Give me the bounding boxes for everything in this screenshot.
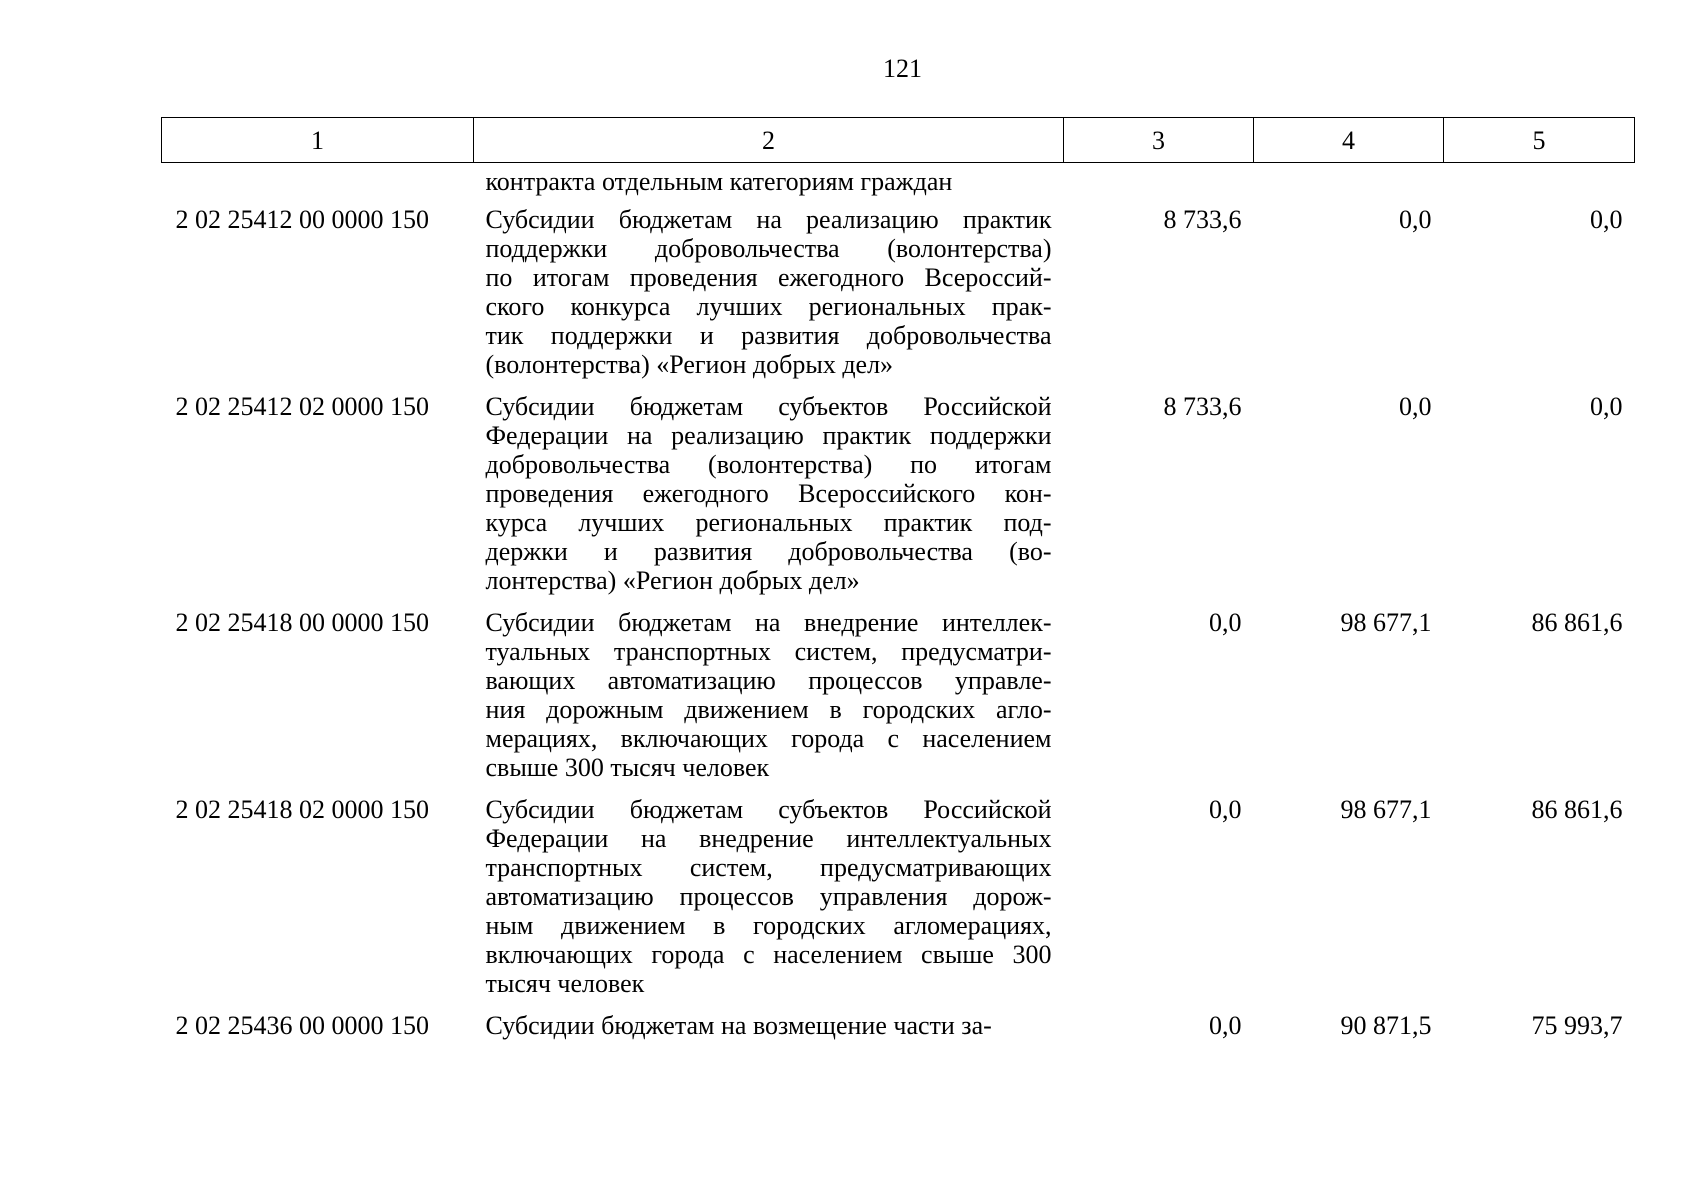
code-cell [162,163,474,206]
value-col-4: 0,0 [1399,392,1432,421]
value-col-4: 0,0 [1399,205,1432,234]
description-line: Субсидии бюджетам на реализацию практик [485,205,1052,234]
description-line: контракта отдельным категориям граждан [485,167,953,196]
description-line: проведения ежегодного Всероссийского кон- [485,479,1052,508]
description-line: (волонтерства) «Регион добрых дел» [485,350,894,379]
description-line: ния дорожным движением в городских агло- [485,695,1052,724]
description-line: транспортных систем, предусматривающих [485,853,1052,882]
description-line: по итогам проведения ежегодного Всероссий- [485,263,1052,292]
description-cell [474,608,1064,795]
description-line: автоматизацию процессов управления дорож- [485,882,1052,911]
value-col-5: 0,0 [1590,205,1623,234]
continuation-row [162,163,1635,206]
value-col-3: 8 733,6 [1163,205,1242,234]
table-row [162,205,1635,392]
value-col-5: 75 993,7 [1531,1011,1623,1040]
value-col-5: 86 861,6 [1531,608,1623,637]
budget-code-cell: 2 02 25418 00 0000 150 [175,608,429,637]
description-line: Субсидии бюджетам на возмещение части за- [485,1011,992,1040]
description-line: лонтерства) «Регион добрых дел» [485,566,860,595]
description-line: добровольчества (волонтерства) по итогам [485,450,1052,479]
header-col-5: 5 [1444,118,1635,163]
budget-code-cell: 2 02 25418 02 0000 150 [175,795,429,824]
value-col-3: 0,0 [1209,1011,1242,1040]
table-header-row [162,118,1635,163]
budget-code-cell: 2 02 25436 00 0000 150 [175,1011,429,1040]
description-line: ского конкурса лучших региональных прак- [485,292,1052,321]
description-line: включающих города с населением свыше 300 [485,940,1052,969]
description-line: курса лучших региональных практик под- [485,508,1052,537]
description-line: Субсидии бюджетам на внедрение интеллек- [485,608,1052,637]
header-col-1: 1 [162,118,474,163]
value-col-5 [1444,163,1635,206]
description-line: туальных транспортных систем, предусматри- [485,637,1052,666]
budget-code-cell: 2 02 25412 02 0000 150 [175,392,429,421]
budget-code-cell: 2 02 25412 00 0000 150 [175,205,429,234]
description-line: держки и развития добровольчества (во- [485,537,1052,566]
header-col-3: 3 [1064,118,1254,163]
value-col-4: 98 677,1 [1340,795,1432,824]
description-cell [474,163,1064,206]
description-cell [474,1011,1064,1053]
description-line: мерациях, включающих города с населением [485,724,1052,753]
table-row [162,795,1635,1011]
header-col-2: 2 [474,118,1064,163]
value-col-3: 0,0 [1209,795,1242,824]
description-line: тысяч человек [485,969,645,998]
value-col-4 [1254,163,1444,206]
value-col-3 [1064,163,1254,206]
description-line: Федерации на внедрение интеллектуальных [485,824,1052,853]
description-cell [474,392,1064,608]
header-col-4: 4 [1254,118,1444,163]
budget-table [161,117,1635,1053]
page-number: 121 [883,54,922,83]
table-row [162,608,1635,795]
value-col-3: 0,0 [1209,608,1242,637]
description-line: вающих автоматизацию процессов управле- [485,666,1052,695]
description-cell [474,205,1064,392]
value-col-4: 98 677,1 [1340,608,1432,637]
description-line: свыше 300 тысяч человек [485,753,770,782]
value-col-5: 86 861,6 [1531,795,1623,824]
description-line: поддержки добровольчества (волонтерства) [485,234,1052,263]
description-line: ным движением в городских агломерациях, [485,911,1052,940]
value-col-5: 0,0 [1590,392,1623,421]
description-line: Федерации на реализацию практик поддержки [485,421,1052,450]
description-line: Субсидии бюджетам субъектов Российской [485,795,1052,824]
table-row [162,392,1635,608]
value-col-3: 8 733,6 [1163,392,1242,421]
description-cell [474,795,1064,1011]
table-row [162,1011,1635,1053]
description-line: тик поддержки и развития добровольчества [485,321,1052,350]
value-col-4: 90 871,5 [1340,1011,1432,1040]
description-line: Субсидии бюджетам субъектов Российской [485,392,1052,421]
